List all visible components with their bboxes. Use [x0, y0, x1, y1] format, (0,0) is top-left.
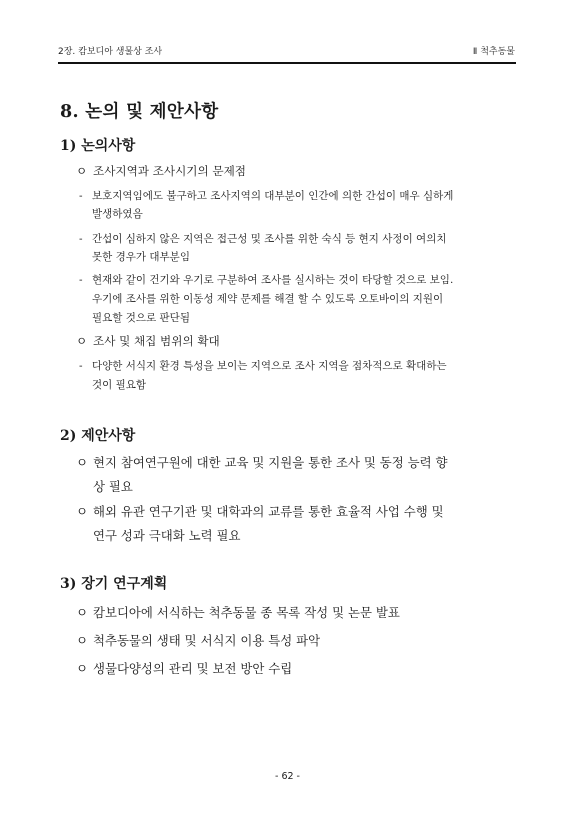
circle-marker: ㅇ: [76, 605, 88, 620]
dash-marker: -: [79, 190, 83, 202]
heading-longterm: 3) 장기 연구계획: [60, 576, 168, 592]
header-rule: [58, 62, 516, 64]
proposal-line: 연구 성과 극대화 노력 필요: [93, 528, 241, 543]
dash-marker: -: [79, 274, 83, 286]
longterm-item-text: 척추동물의 생태 및 서식지 이용 특성 파악: [93, 633, 321, 648]
circle-marker: ㅇ: [76, 334, 88, 348]
running-header-section: Ⅱ 척추동물: [472, 47, 515, 57]
circle-marker: ㅇ: [76, 504, 88, 519]
bullet-line: 현재와 같이 건기와 우기로 구분하여 조사를 실시하는 것이 타당할 것으로 보임.: [92, 274, 454, 286]
circle-marker: ㅇ: [76, 633, 88, 648]
circle-marker: ㅇ: [76, 455, 88, 470]
proposal-line: 상 필요: [93, 479, 133, 494]
proposal-line: 현지 참여연구원에 대한 교육 및 지원을 통한 조사 및 동정 능력 향: [93, 455, 448, 470]
dash-marker: -: [79, 233, 83, 245]
longterm-item-text: 캄보디아에 서식하는 척추동물 종 목록 작성 및 논문 발표: [93, 605, 400, 620]
longterm-item-text: 생물다양성의 관리 및 보전 방안 수립: [93, 661, 293, 676]
bullet-line: 다양한 서식지 환경 특성을 보이는 지역으로 조사 지역을 점차적으로 확대하는: [92, 360, 447, 372]
heading-proposals: 2) 제안사항: [60, 428, 136, 444]
bullet-line: 못한 경우가 대부분임: [92, 251, 190, 263]
circle-marker: ㅇ: [76, 164, 88, 178]
bullet-line: 발생하였음: [92, 208, 143, 220]
section-title: 8. 논의 및 제안사항: [60, 102, 219, 122]
proposal-line: 해외 유관 연구기관 및 대학과의 교류를 통한 효율적 사업 수행 및: [93, 504, 444, 519]
page-number: - 62 -: [275, 771, 300, 782]
circle-marker: ㅇ: [76, 661, 88, 676]
bullet-line: 우기에 조사를 위한 이동성 제약 문제를 해결 할 수 있도록 오토바이의 지원이: [92, 293, 444, 305]
bullet-line: 것이 필요함: [92, 379, 147, 391]
running-header-chapter: 2장. 캄보디아 생물상 조사: [58, 47, 163, 57]
discussion-item-text: 조사지역과 조사시기의 문제점: [93, 164, 246, 178]
dash-marker: -: [79, 360, 83, 372]
heading-discussion: 1) 논의사항: [60, 138, 136, 154]
bullet-line: 필요할 것으로 판단됨: [92, 312, 190, 324]
bullet-line: 간섭이 심하지 않은 지역은 접근성 및 조사를 위한 숙식 등 현지 사정이 여의치: [92, 233, 447, 245]
bullet-line: 보호지역임에도 불구하고 조사지역의 대부분이 인간에 의한 간섭이 매우 심하게: [92, 190, 454, 202]
discussion-item-text: 조사 및 채집 범위의 확대: [93, 334, 220, 348]
